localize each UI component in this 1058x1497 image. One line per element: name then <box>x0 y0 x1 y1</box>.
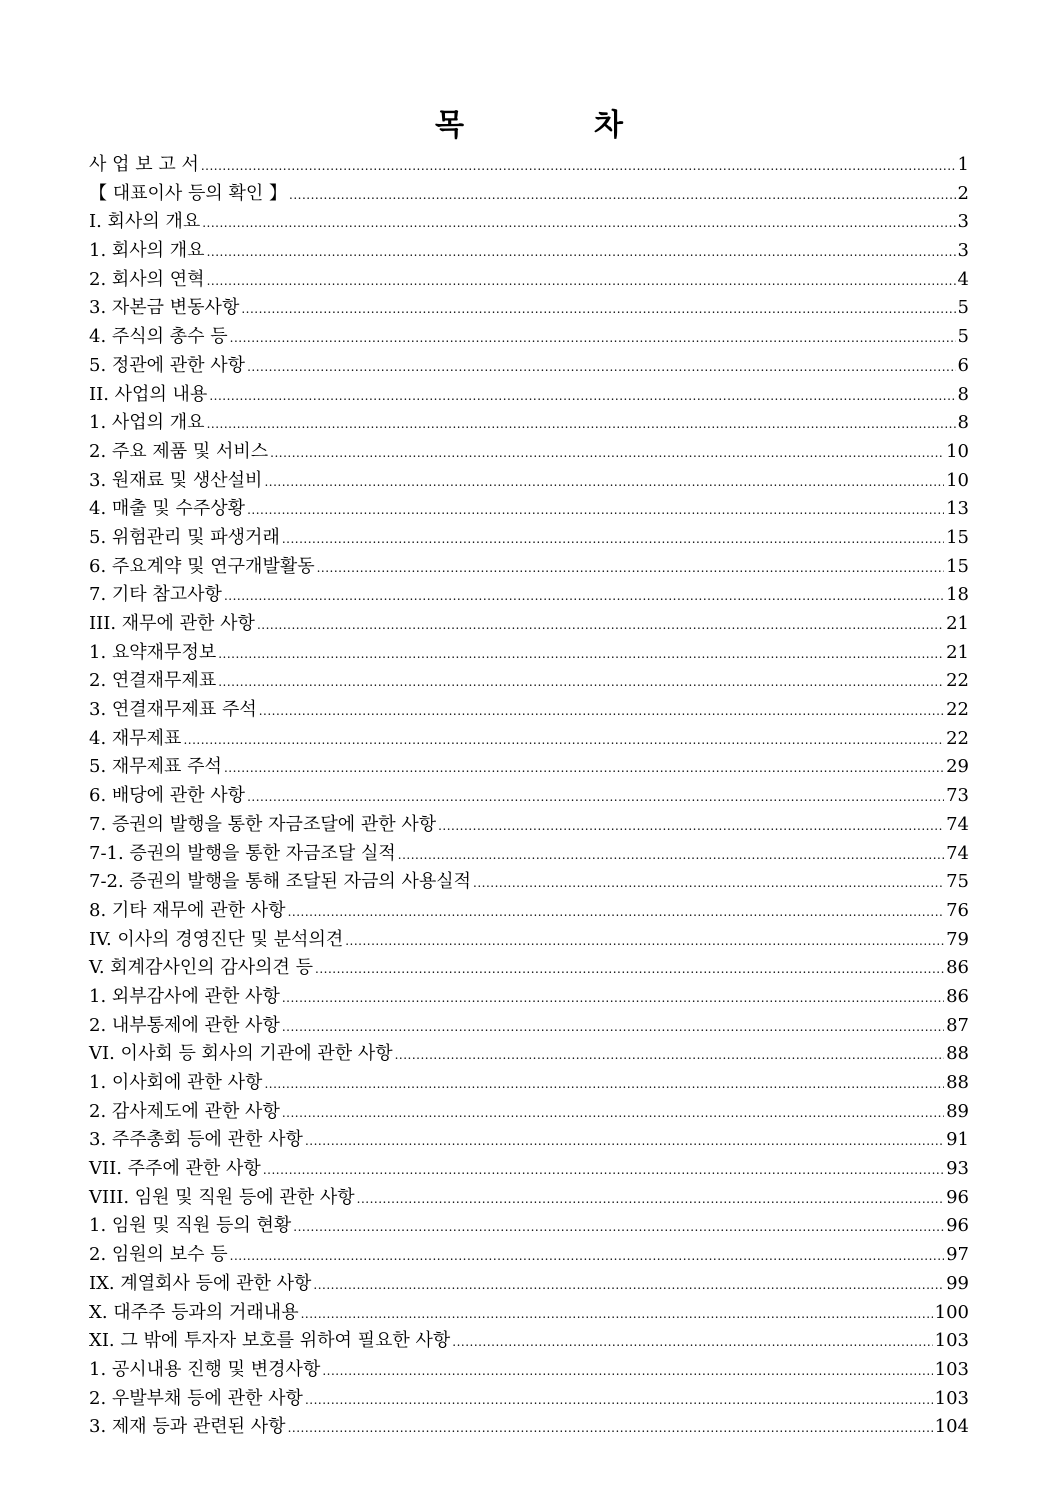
toc-entry[interactable] <box>89 696 969 725</box>
toc-entry-page-number: 2 <box>957 182 969 204</box>
toc-entry-label: X. 대주주 등과의 거래내용 <box>89 1301 299 1323</box>
toc-entry-label: 5. 위험관리 및 파생거래 <box>89 526 280 548</box>
toc-entry-label: 1. 임원 및 직원 등의 현황 <box>89 1215 292 1237</box>
toc-entry-label: 3. 주주총회 등에 관한 사항 <box>89 1129 303 1151</box>
toc-entry-page-number: 75 <box>946 871 969 893</box>
toc-entry[interactable] <box>89 1098 969 1127</box>
toc-entry-page-number: 3 <box>957 240 969 262</box>
toc-entry-page-number: 86 <box>946 957 969 979</box>
toc-entry[interactable] <box>89 954 969 983</box>
toc-entry[interactable] <box>89 467 969 496</box>
toc-entry-label: IX. 계열회사 등에 관한 사항 <box>89 1272 312 1294</box>
toc-leader-dots <box>288 898 945 927</box>
toc-leader-dots <box>357 1185 944 1214</box>
toc-entry-label: 2. 회사의 연혁 <box>89 268 205 290</box>
toc-entry-page-number: 6 <box>957 354 969 376</box>
toc-entry-page-number: 5 <box>957 297 969 319</box>
toc-entry[interactable] <box>89 782 969 811</box>
toc-entry-label: 7. 증권의 발행을 통한 자금조달에 관한 사항 <box>89 813 437 835</box>
toc-entry-page-number: 103 <box>934 1330 969 1352</box>
toc-entry-label: III. 재무에 관한 사항 <box>89 613 255 634</box>
toc-entry-page-number: 74 <box>946 813 969 835</box>
toc-entry-page-number: 79 <box>946 928 969 950</box>
toc-leader-dots <box>259 697 944 726</box>
toc-entry[interactable] <box>89 753 969 782</box>
toc-leader-dots <box>230 1242 944 1271</box>
toc-entry-label: 4. 재무제표 <box>89 727 182 749</box>
toc-entry[interactable] <box>89 1012 969 1041</box>
toc-entry-label: V. 회계감사인의 감사의견 등 <box>89 957 314 979</box>
toc-entry-page-number: 5 <box>957 326 969 348</box>
toc-leader-dots <box>293 1213 944 1242</box>
toc-entry-label: 2. 내부통제에 관한 사항 <box>89 1014 280 1036</box>
toc-leader-dots <box>288 1414 933 1443</box>
toc-entry[interactable] <box>89 381 969 410</box>
toc-entry-label: 3. 원재료 및 생산설비 <box>89 469 263 491</box>
toc-entry-page-number: 15 <box>946 526 969 548</box>
toc-entry-label: 2. 감사제도에 관한 사항 <box>89 1100 280 1122</box>
page-title-part1: 목 <box>435 108 464 143</box>
toc-entry-page-number: 8 <box>957 412 969 434</box>
toc-entry[interactable] <box>89 208 969 237</box>
toc-leader-dots <box>209 382 955 411</box>
toc-entry-page-number: 76 <box>946 899 969 921</box>
toc-entry[interactable] <box>89 524 969 553</box>
toc-entry-page-number: 10 <box>946 440 969 462</box>
toc-leader-dots <box>282 984 944 1013</box>
toc-entry[interactable] <box>89 1413 969 1442</box>
toc-entry-label: 1. 공시내용 진행 및 변경사항 <box>89 1358 321 1380</box>
toc-entry-page-number: 15 <box>946 555 969 577</box>
toc-entry-label: 6. 배당에 관한 사항 <box>89 785 246 807</box>
toc-entry-page-number: 8 <box>957 383 969 405</box>
page-title-part2: 차 <box>594 108 623 143</box>
toc-entry-page-number: 86 <box>946 985 969 1007</box>
toc-entry-page-number: 88 <box>946 1072 969 1093</box>
toc-entry-label: 2. 우발부채 등에 관한 사항 <box>89 1387 303 1409</box>
toc-leader-dots <box>317 554 944 583</box>
toc-entry-page-number: 87 <box>946 1014 969 1036</box>
toc-entry-label: 4. 주식의 총수 등 <box>89 326 228 348</box>
toc-entry-page-number: 22 <box>946 670 969 692</box>
toc-leader-dots <box>230 324 956 353</box>
toc-entry[interactable] <box>89 1327 969 1356</box>
toc-entry-label: 5. 재무제표 주석 <box>89 756 222 778</box>
toc-entry-label: 【 대표이사 등의 확인 】 <box>89 182 287 204</box>
toc-leader-dots <box>322 1357 932 1386</box>
toc-entry-label: 1. 회사의 개요 <box>89 240 205 262</box>
toc-entry-page-number: 99 <box>946 1272 969 1294</box>
toc-leader-dots <box>247 353 955 382</box>
toc-entry-page-number: 3 <box>957 211 969 233</box>
toc-entry[interactable] <box>89 983 969 1012</box>
toc-entry-label: 2. 연결재무제표 <box>89 670 217 692</box>
toc-entry-page-number: 103 <box>934 1358 969 1380</box>
toc-entry-page-number: 29 <box>946 756 969 778</box>
toc-entry[interactable] <box>89 581 969 610</box>
toc-entry-label: 5. 정관에 관한 사항 <box>89 354 246 376</box>
toc-entry[interactable] <box>89 868 969 897</box>
toc-entry[interactable] <box>89 495 969 524</box>
toc-entry-page-number: 74 <box>946 842 969 864</box>
toc-entry-page-number: 10 <box>946 469 969 491</box>
toc-leader-dots <box>301 1300 933 1329</box>
toc-leader-dots <box>313 1271 944 1300</box>
toc-entry-page-number: 21 <box>946 641 969 663</box>
toc-entry-page-number: 103 <box>934 1387 969 1409</box>
toc-leader-dots <box>183 726 944 755</box>
toc-entry[interactable] <box>89 1040 969 1069</box>
toc-entry[interactable] <box>89 1126 969 1155</box>
toc-leader-dots <box>263 1156 944 1185</box>
toc-leader-dots <box>201 152 956 181</box>
toc-leader-dots <box>264 468 944 497</box>
toc-entry-page-number: 89 <box>946 1100 969 1122</box>
toc-entry-page-number: 4 <box>957 268 969 290</box>
toc-entry-label: 7. 기타 참고사항 <box>89 584 222 606</box>
toc-leader-dots <box>473 869 944 898</box>
toc-entry-label: VII. 주주에 관한 사항 <box>89 1158 261 1180</box>
toc-entry[interactable] <box>89 180 969 209</box>
toc-entry-label: 7-1. 증권의 발행을 통한 자금조달 실적 <box>89 842 396 864</box>
toc-entry[interactable] <box>89 553 969 582</box>
toc-entry[interactable] <box>89 151 969 180</box>
toc-entry-label: 4. 매출 및 수주상황 <box>89 498 246 520</box>
toc-entry[interactable] <box>89 266 969 295</box>
toc-leader-dots <box>218 640 944 669</box>
toc-entry[interactable] <box>89 438 969 467</box>
toc-entry[interactable] <box>89 323 969 352</box>
page-title <box>0 100 1058 144</box>
toc-leader-dots <box>395 1041 945 1070</box>
toc-leader-dots <box>264 1070 944 1099</box>
toc-entry[interactable] <box>89 409 969 438</box>
toc-entry-page-number: 13 <box>946 498 969 520</box>
toc-entry-label: 8. 기타 재무에 관한 사항 <box>89 899 286 921</box>
toc-entry-page-number: 96 <box>946 1186 969 1208</box>
toc-entry[interactable] <box>89 237 969 266</box>
toc-entry[interactable] <box>89 1212 969 1241</box>
toc-leader-dots <box>305 1127 944 1156</box>
toc-entry-label: 사 업 보 고 서 <box>89 154 199 175</box>
toc-entry-label: 3. 연결재무제표 주석 <box>89 699 257 721</box>
toc-leader-dots <box>224 754 944 783</box>
table-of-contents <box>89 151 969 1442</box>
toc-entry-label: XI. 그 밖에 투자자 보호를 위하여 필요한 사항 <box>89 1330 451 1352</box>
toc-leader-dots <box>270 439 944 468</box>
toc-entry-page-number: 22 <box>946 699 969 721</box>
toc-entry-label: II. 사업의 내용 <box>89 383 208 405</box>
toc-leader-dots <box>282 1013 944 1042</box>
toc-entry-label: VIII. 임원 및 직원 등에 관한 사항 <box>89 1186 355 1208</box>
toc-entry[interactable] <box>89 1155 969 1184</box>
toc-entry[interactable] <box>89 897 969 926</box>
toc-entry-label: 3. 자본금 변동사항 <box>89 297 240 319</box>
toc-leader-dots <box>305 1386 933 1415</box>
toc-entry[interactable] <box>89 1241 969 1270</box>
toc-entry-label: 6. 주요계약 및 연구개발활동 <box>89 555 315 577</box>
toc-entry-page-number: 91 <box>946 1129 969 1151</box>
toc-entry[interactable] <box>89 667 969 696</box>
toc-leader-dots <box>202 209 955 238</box>
toc-entry-label: 1. 이사회에 관한 사항 <box>89 1072 263 1093</box>
toc-entry-label: 3. 제재 등과 관련된 사항 <box>89 1416 286 1438</box>
toc-leader-dots <box>247 496 944 525</box>
toc-leader-dots <box>247 783 944 812</box>
toc-leader-dots <box>315 955 944 984</box>
toc-entry-page-number: 100 <box>934 1301 969 1323</box>
toc-leader-dots <box>438 812 944 841</box>
toc-leader-dots <box>207 238 956 267</box>
toc-entry[interactable] <box>89 1270 969 1299</box>
toc-entry[interactable] <box>89 639 969 668</box>
toc-leader-dots <box>257 611 944 640</box>
toc-entry[interactable] <box>89 1069 969 1098</box>
toc-entry-label: 1. 요약재무정보 <box>89 641 217 663</box>
toc-entry[interactable] <box>89 1184 969 1213</box>
toc-leader-dots <box>289 181 956 210</box>
toc-entry-label: IV. 이사의 경영진단 및 분석의견 <box>89 928 344 950</box>
toc-entry-page-number: 73 <box>946 785 969 807</box>
toc-leader-dots <box>398 841 944 870</box>
toc-entry-page-number: 97 <box>946 1244 969 1266</box>
toc-entry[interactable] <box>89 840 969 869</box>
toc-leader-dots <box>282 525 944 554</box>
toc-entry-page-number: 104 <box>934 1416 969 1438</box>
toc-leader-dots <box>207 267 956 296</box>
toc-entry-page-number: 21 <box>946 613 969 634</box>
toc-entry-label: 1. 외부감사에 관한 사항 <box>89 985 280 1007</box>
toc-leader-dots <box>224 582 944 611</box>
toc-entry-page-number: 88 <box>946 1043 969 1065</box>
toc-entry[interactable] <box>89 725 969 754</box>
toc-leader-dots <box>218 668 944 697</box>
toc-entry-label: I. 회사의 개요 <box>89 211 201 233</box>
toc-entry[interactable] <box>89 926 969 955</box>
toc-entry-page-number: 1 <box>957 154 969 175</box>
toc-entry-label: 2. 주요 제품 및 서비스 <box>89 440 269 462</box>
toc-entry-page-number: 93 <box>946 1158 969 1180</box>
toc-entry-page-number: 22 <box>946 727 969 749</box>
toc-leader-dots <box>345 927 944 956</box>
toc-entry-page-number: 96 <box>946 1215 969 1237</box>
toc-entry[interactable] <box>89 352 969 381</box>
toc-leader-dots <box>282 1099 944 1128</box>
toc-entry[interactable] <box>89 1299 969 1328</box>
toc-entry-label: 2. 임원의 보수 등 <box>89 1244 228 1266</box>
toc-leader-dots <box>452 1328 932 1357</box>
toc-entry[interactable] <box>89 294 969 323</box>
toc-entry-page-number: 18 <box>946 584 969 606</box>
toc-entry[interactable] <box>89 610 969 639</box>
toc-leader-dots <box>207 410 956 439</box>
toc-entry[interactable] <box>89 811 969 840</box>
toc-leader-dots <box>241 295 955 324</box>
toc-entry[interactable] <box>89 1356 969 1385</box>
toc-entry-label: 7-2. 증권의 발행을 통해 조달된 자금의 사용실적 <box>89 871 472 893</box>
toc-entry-label: VI. 이사회 등 회사의 기관에 관한 사항 <box>89 1043 393 1065</box>
toc-entry[interactable] <box>89 1385 969 1414</box>
toc-entry-label: 1. 사업의 개요 <box>89 412 205 434</box>
